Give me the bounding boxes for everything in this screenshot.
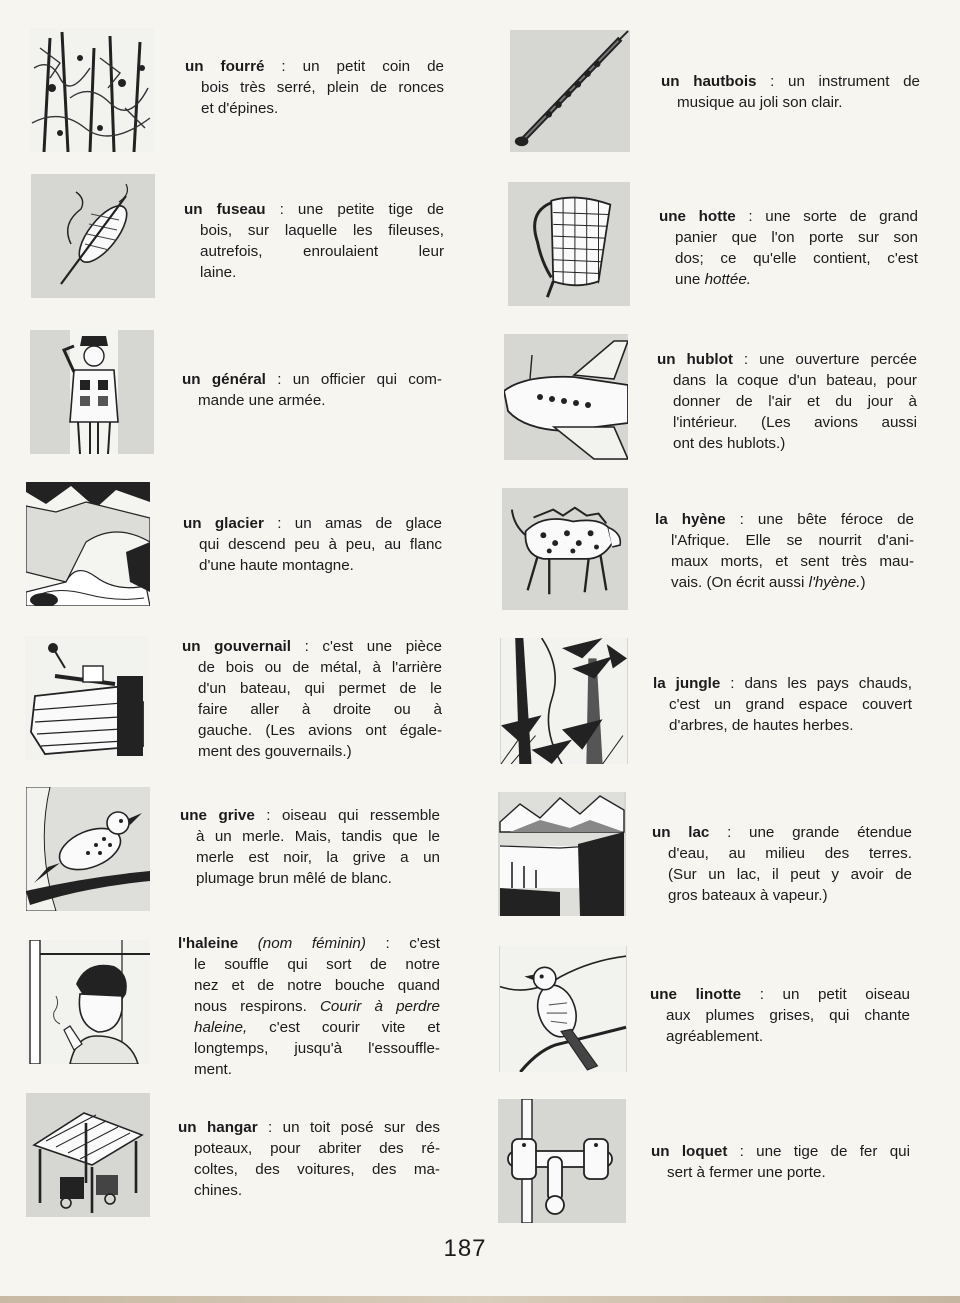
text-run: (Sur un lac, il peut y avoir de [668, 866, 912, 883]
headword-line [178, 1117, 440, 1138]
definition-line [184, 262, 444, 283]
headword: un glacier [183, 515, 264, 532]
glacier-illustration [26, 482, 150, 606]
text-run: : un toit posé sur des [257, 1119, 440, 1136]
text-run: chines. [194, 1182, 243, 1199]
text-run: faire aller à droite ou à [198, 701, 442, 718]
definition-line [653, 694, 912, 715]
jungle-illustration [500, 638, 628, 764]
definition-line [659, 227, 918, 248]
headword: une hotte [659, 208, 736, 225]
headword-line [657, 349, 917, 370]
headword: un fourré [185, 58, 265, 75]
text-run: ment des gouvernails.) [198, 743, 352, 760]
definition-loquet [651, 1141, 910, 1183]
headword: la hyène [655, 511, 726, 528]
definition-line [178, 1159, 440, 1180]
linnet-illustration [499, 946, 627, 1072]
text-run: bois très serré, plein de ronces [201, 79, 444, 96]
definition-hotte [659, 206, 918, 290]
headword: l'haleine [178, 935, 239, 952]
definition-line [653, 715, 912, 736]
headword: un lac [652, 824, 710, 841]
definition-line [650, 1026, 910, 1047]
definition-line [185, 98, 444, 119]
italic-text: Courir à perdre [319, 998, 441, 1015]
definition-line [178, 1180, 440, 1201]
text-run: d'une haute montagne. [199, 557, 354, 574]
definition-hublot [657, 349, 917, 454]
definition-fourre [185, 56, 444, 119]
text-run: autrefois, enroulaient leur [200, 243, 444, 260]
headword: un général [182, 371, 266, 388]
thrush-illustration [26, 787, 150, 911]
headword-line [661, 71, 920, 92]
definition-line [178, 996, 440, 1017]
text-run: : oiseau qui ressemble [254, 807, 440, 824]
text-run: : un amas de glace [263, 515, 442, 532]
headword: un hautbois [661, 73, 757, 90]
text-run: : un petit oiseau [741, 986, 911, 1003]
headword-line [659, 206, 918, 227]
definition-line [178, 1017, 440, 1038]
definition-line [657, 412, 917, 433]
headword: une grive [180, 807, 255, 824]
definition-line [182, 699, 442, 720]
definition-line [650, 1005, 910, 1026]
headword: un hublot [657, 351, 733, 368]
text-run: : une grande étendue [709, 824, 912, 841]
headword-line [185, 56, 444, 77]
text-run: gauche. (Les avions ont égale- [198, 722, 442, 739]
text-run: merle est noir, la grive a un [196, 849, 440, 866]
text-run: à un merle. Mais, tandis que le [196, 828, 440, 845]
italic-text: haleine, [194, 1019, 248, 1036]
definition-line [652, 843, 912, 864]
text-run: c'est un grand espace couvert [669, 696, 912, 713]
headword: un fuseau [184, 201, 266, 218]
headword: un gouvernail [182, 638, 291, 655]
definition-line [185, 77, 444, 98]
definition-haleine [178, 933, 440, 1080]
general-illustration [30, 330, 154, 454]
text-run: plumage brun mêlé de blanc. [196, 870, 392, 887]
oboe-illustration [510, 30, 630, 152]
definition-fuseau [184, 199, 444, 283]
definition-line [655, 572, 914, 593]
definition-line [655, 530, 914, 551]
headword-line [655, 509, 914, 530]
definition-line [657, 433, 917, 454]
text-run: vais. (On écrit aussi [671, 574, 809, 591]
text-run: l'Afrique. Elle se nourrit d'ani- [671, 532, 914, 549]
definition-line [178, 954, 440, 975]
text-run: : un officier qui com- [265, 371, 442, 388]
headword-line [650, 984, 910, 1005]
text-run: ment. [194, 1061, 232, 1078]
definition-hangar [178, 1117, 440, 1201]
italic-text: hottée. [704, 271, 752, 288]
definition-gouvernail [182, 636, 442, 762]
definition-line [182, 720, 442, 741]
text-run [238, 935, 258, 952]
definition-line [661, 92, 920, 113]
definition-glacier [183, 513, 442, 576]
definition-line [182, 741, 442, 762]
text-run: panier que l'on porte sur son [675, 229, 918, 246]
spindle-illustration [31, 174, 155, 298]
text-run: laine. [200, 264, 237, 281]
headword-line [182, 636, 442, 657]
headword-line [653, 673, 912, 694]
text-run: le souffle qui sort de notre [194, 956, 440, 973]
definition-line [178, 1059, 440, 1080]
definition-line [178, 1038, 440, 1059]
headword-line [652, 822, 912, 843]
text-run: dos; ce qu'elle contient, c'est [675, 250, 918, 267]
text-run: : une sorte de grand [735, 208, 918, 225]
definition-line [657, 391, 917, 412]
headword-line [183, 513, 442, 534]
shed-illustration [26, 1093, 150, 1217]
definition-line [182, 657, 442, 678]
text-run: coltes, des voitures, des ma- [194, 1161, 440, 1178]
definition-line [183, 555, 442, 576]
text-run: de bois ou de métal, à l'arrière [198, 659, 442, 676]
headword: la jungle [653, 675, 721, 692]
text-run: aux plumes grises, qui chante [666, 1007, 910, 1024]
text-run: : une tige de fer qui [727, 1143, 910, 1160]
text-run: d'un bateau, qui permet de le [198, 680, 442, 697]
text-run: : une petite tige de [265, 201, 444, 218]
definition-lac [652, 822, 912, 906]
headword-line [184, 199, 444, 220]
text-run: : une bête féroce de [725, 511, 915, 528]
text-run: ont des hublots.) [673, 435, 786, 452]
definition-line [659, 248, 918, 269]
definition-linotte [650, 984, 910, 1047]
text-run: c'est courir vite et [247, 1019, 440, 1036]
headword-line [182, 369, 442, 390]
thicket-illustration [30, 28, 154, 152]
text-run: dans la coque d'un bateau, pour [673, 372, 917, 389]
definition-line [184, 220, 444, 241]
headword: un hangar [178, 1119, 258, 1136]
text-run: donner de l'air et du jour à [673, 393, 917, 410]
italic-text: l'hyène. [808, 574, 861, 591]
definition-line [655, 551, 914, 572]
headword: une linotte [650, 986, 742, 1003]
text-run: bois, sur laquelle les fileuses, [200, 222, 444, 239]
definition-line [652, 885, 912, 906]
definition-line [178, 975, 440, 996]
definition-line [651, 1162, 910, 1183]
headword-line [178, 933, 440, 954]
definition-jungle [653, 673, 912, 736]
headword: un loquet [651, 1143, 728, 1160]
page-edge [0, 1296, 960, 1303]
text-run: sert à fermer une porte. [667, 1164, 826, 1181]
definition-line [659, 269, 918, 290]
text-run: d'arbres, de hautes herbes. [669, 717, 854, 734]
text-run: et d'épines. [201, 100, 279, 117]
text-run: poteaux, pour abriter des ré- [194, 1140, 440, 1157]
porthole-illustration [504, 334, 628, 460]
text-run: musique au joli son clair. [677, 94, 843, 111]
text-run: : un instrument de [756, 73, 920, 90]
lake-illustration [498, 792, 626, 916]
text-run: mande une armée. [198, 392, 326, 409]
definition-line [183, 534, 442, 555]
text-run: maux morts, et sent très mau- [671, 553, 914, 570]
definition-line [657, 370, 917, 391]
basket-illustration [508, 182, 630, 306]
definition-line [184, 241, 444, 262]
breath-illustration [26, 940, 150, 1064]
definition-grive [180, 805, 440, 889]
definition-line [182, 678, 442, 699]
definition-line [180, 826, 440, 847]
definition-hautbois [661, 71, 920, 113]
definition-line [182, 390, 442, 411]
text-run: : une ouverture percée [732, 351, 917, 368]
latch-illustration [498, 1099, 626, 1223]
definition-hyene [655, 509, 914, 593]
text-run: : c'est une pièce [290, 638, 443, 655]
headword-line [180, 805, 440, 826]
text-run: qui descend peu à peu, au flanc [199, 536, 442, 553]
hyena-illustration [502, 488, 628, 610]
page-number: 187 [443, 1235, 487, 1262]
text-run: nez et de notre bouche quand [194, 977, 440, 994]
definition-line [178, 1138, 440, 1159]
text-run: gros bateaux à vapeur.) [668, 887, 828, 904]
text-run: ) [860, 574, 866, 591]
definition-line [180, 847, 440, 868]
text-run: l'intérieur. (Les avions aussi [673, 414, 917, 431]
text-run: agréablement. [666, 1028, 764, 1045]
definition-line [180, 868, 440, 889]
headword-line [651, 1141, 910, 1162]
definition-general [182, 369, 442, 411]
text-run: : dans les pays chauds, [720, 675, 912, 692]
text-run: : c'est [365, 935, 440, 952]
rudder-illustration [25, 636, 149, 760]
italic-text: (nom féminin) [257, 935, 366, 952]
text-run: nous respirons. [194, 998, 320, 1015]
text-run: une [675, 271, 705, 288]
definition-line [652, 864, 912, 885]
text-run: longtemps, jusqu'à l'essouffle- [194, 1040, 440, 1057]
text-run: d'eau, au milieu des terres. [668, 845, 912, 862]
text-run: : un petit coin de [264, 58, 445, 75]
